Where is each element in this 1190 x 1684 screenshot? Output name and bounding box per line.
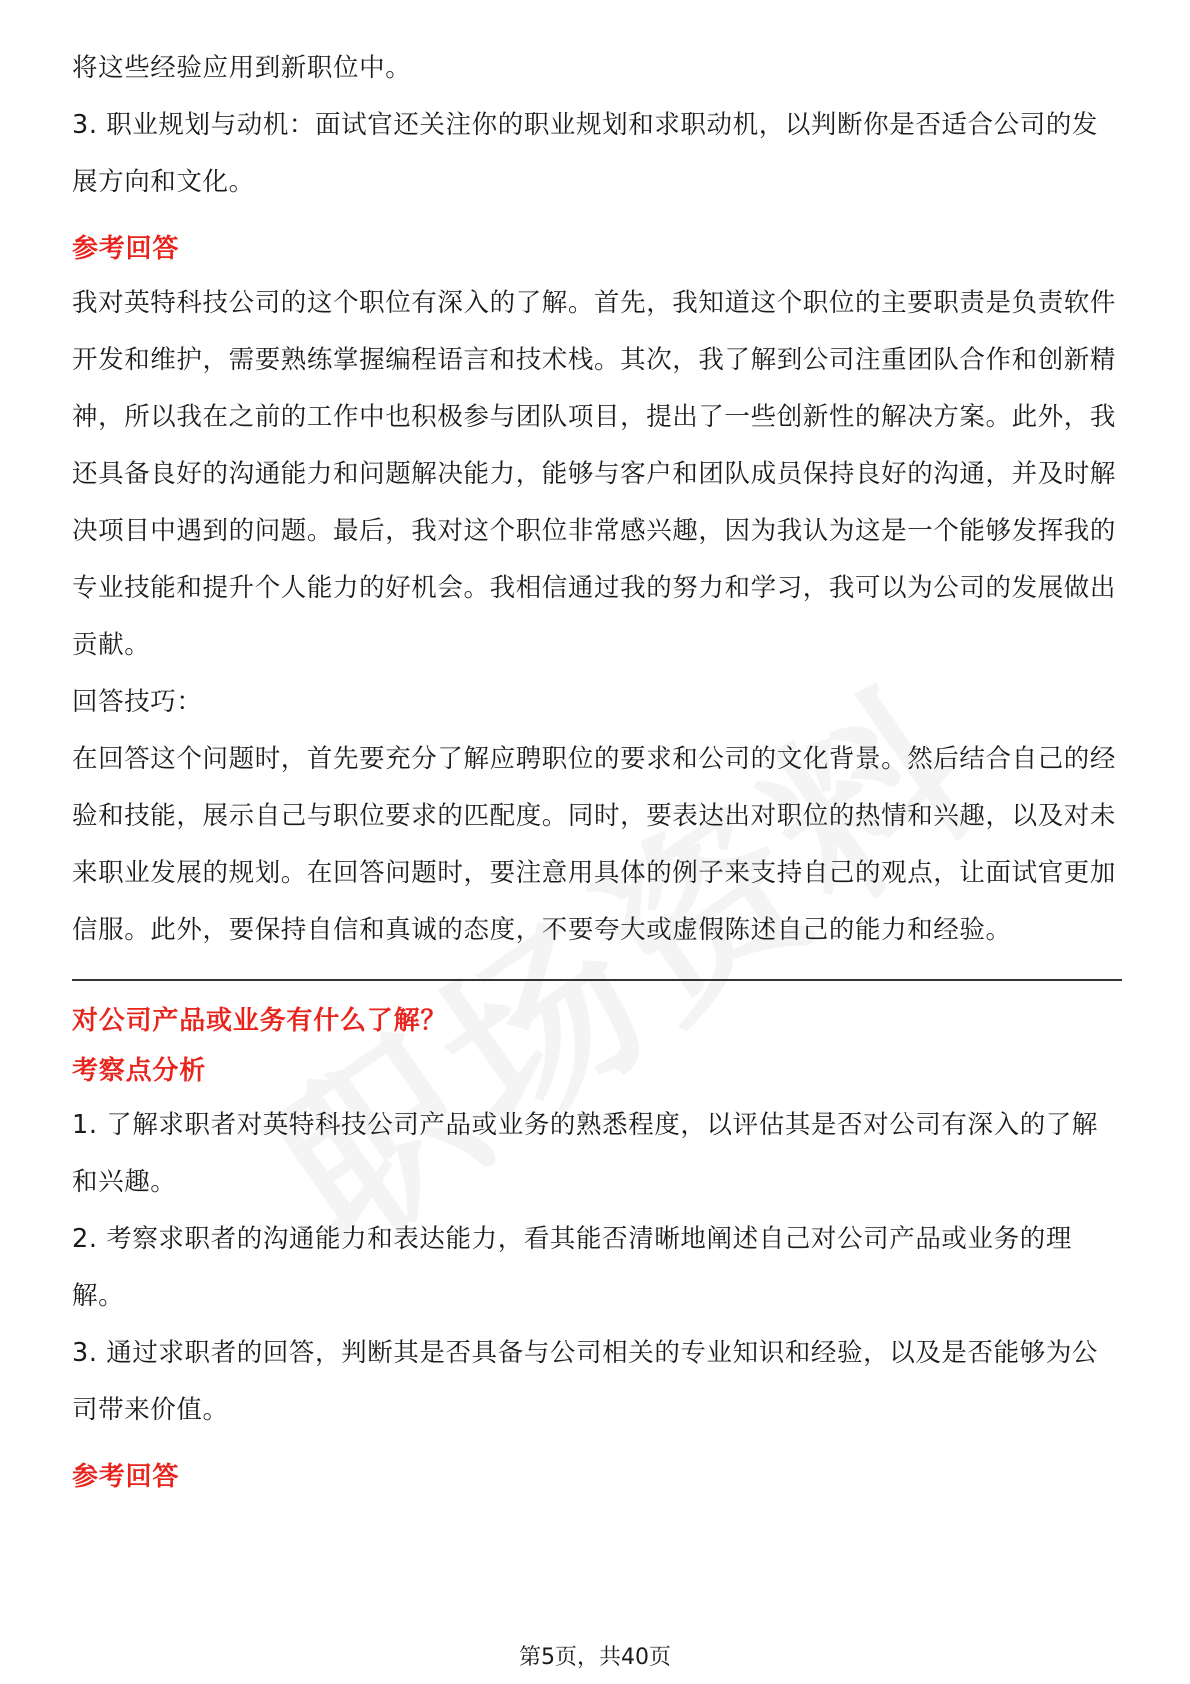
analysis-heading: 考察点分析 — [72, 1056, 207, 1086]
tips-label: 回答技巧： — [72, 687, 203, 717]
tips-text: 在回答这个问题时，首先要充分了解应聘职位的要求和公司的文化背景。然后结合自己的经验和技能，展示自己与职位要求的匹配度。同时，要表达出对职位的热情和兴趣，以及对未来职业发展的规划。在回答问题时，要注意用具体的例子来支持自己的观点，让面试官更加信服。此外，要保持自信和真诚的态度，不要夸大或虚假陈述自己的能力和经验。 — [72, 744, 1117, 945]
carry-over-line: 将这些经验应用到新职位中。 — [72, 53, 412, 83]
analysis-point-1: 1. 了解求职者对英特科技公司产品或业务的熟悉程度，以评估其是否对公司有深入的了解和兴趣。 — [72, 1110, 1099, 1197]
analysis-point-3: 3. 职业规划与动机：面试官还关注你的职业规划和求职动机，以判断你是否适合公司的发展方向和文化。 — [72, 110, 1099, 197]
answer-heading-2: 参考回答 — [72, 1462, 180, 1492]
page-content — [72, 40, 1122, 1497]
reference-answer: 我对英特科技公司的这个职位有深入的了解。首先，我知道这个职位的主要职责是负责软件开发和维护，需要熟练掌握编程语言和技术栈。其次，我了解到公司注重团队合作和创新精神，所以我在之前的工作中也积极参与团队项目，提出了一些创新性的解决方案。此外，我还具备良好的沟通能力和问题解决能力，能够与客户和团队成员保持良好的沟通，并及时解决项目中遇到的问题。最后，我对这个职位非常感兴趣，因为我认为这是一个能够发挥我的专业技能和提升个人能力的好机会。我相信通过我的努力和学习，我可以为公司的发展做出贡献。 — [72, 288, 1117, 660]
answer-heading: 参考回答 — [72, 234, 180, 264]
question-heading: 对公司产品或业务有什么了解？ — [72, 1006, 448, 1036]
page-number: 第5页，共40页 — [519, 1645, 671, 1670]
section-divider — [72, 979, 1122, 981]
analysis-point-2: 2. 考察求职者的沟通能力和表达能力，看其能否清晰地阐述自己对公司产品或业务的理解。 — [72, 1224, 1072, 1311]
analysis-point-3b: 3. 通过求职者的回答，判断其是否具备与公司相关的专业知识和经验，以及是否能够为公司带来价值。 — [72, 1338, 1099, 1425]
